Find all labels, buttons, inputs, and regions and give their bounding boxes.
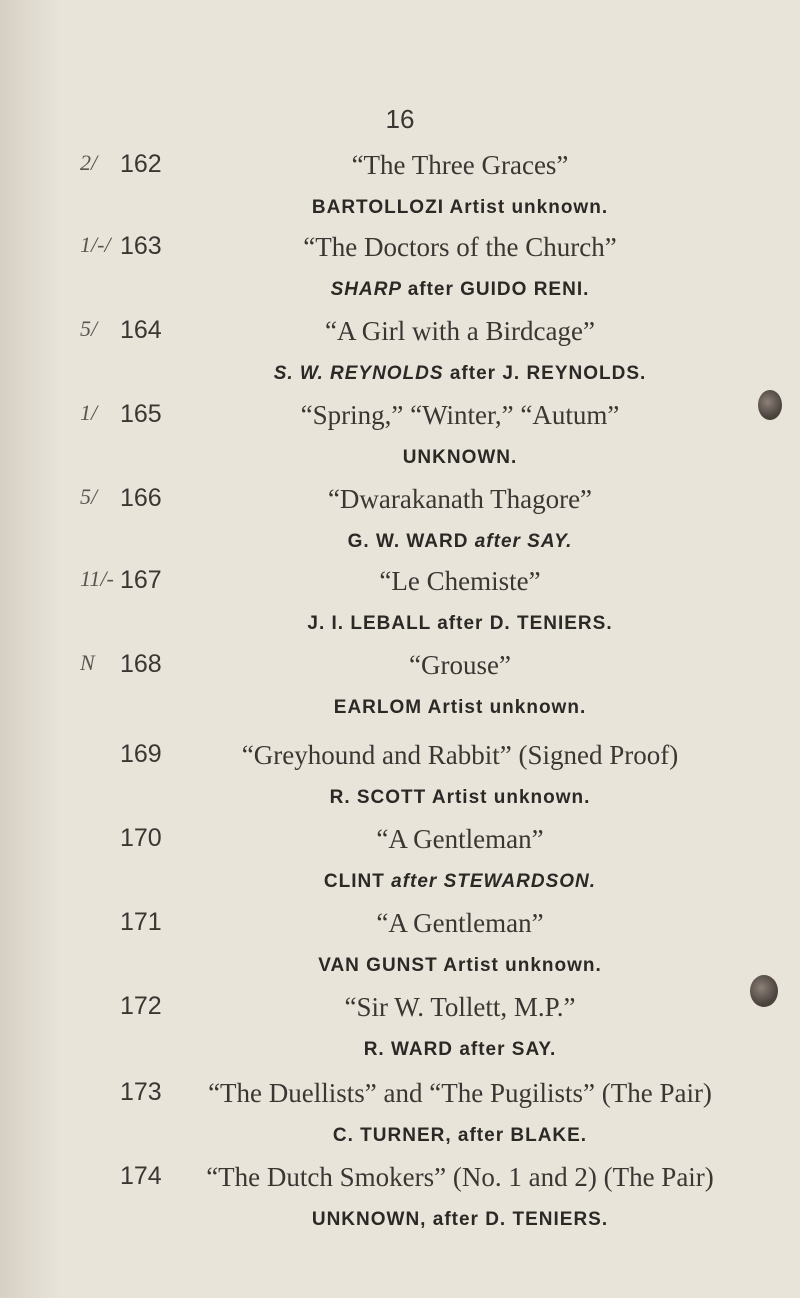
handwritten-margin-note: 1/-/ (80, 232, 111, 257)
lot-title: “A Gentleman” (376, 908, 544, 938)
attribution-part: after SAY. (459, 1039, 557, 1060)
attribution-part: R. WARD (363, 1039, 460, 1060)
attribution-part: Artist unknown. (427, 697, 587, 718)
foxing-spot (758, 390, 782, 420)
attribution-part: after J. REYNOLDS. (449, 363, 647, 384)
lot-title: “Le Chemiste” (379, 566, 541, 596)
handwritten-margin-note: 2/ (80, 150, 98, 175)
attribution-part: Artist unknown. (431, 787, 591, 808)
lot-number: 172 (120, 992, 162, 1020)
attribution-part: S. W. REYNOLDS (273, 363, 450, 384)
attribution-part: SHARP (330, 279, 408, 300)
lot-title: “A Girl with a Birdcage” (325, 316, 595, 346)
attribution-part: C. TURNER, (332, 1125, 458, 1146)
lot-number: 166 (120, 484, 162, 512)
handwritten-margin-note: N (80, 650, 95, 675)
attribution-part: after BLAKE. (457, 1125, 588, 1146)
attribution-part: after D. TENIERS. (432, 1209, 609, 1230)
lot-attribution (180, 447, 740, 469)
attribution-part: CLINT (323, 871, 392, 892)
attribution-part: UNKNOWN. (402, 447, 518, 468)
lot-number: 173 (120, 1078, 162, 1106)
lot-title: “The Doctors of the Church” (303, 232, 617, 262)
handwritten-margin-note: 5/ (80, 484, 98, 509)
lot-attribution (180, 613, 740, 635)
handwritten-margin-note: 11/- (80, 566, 114, 591)
attribution-part: Artist unknown. (449, 197, 609, 218)
foxing-spot (750, 975, 778, 1007)
attribution-part: UNKNOWN, (311, 1209, 433, 1230)
lot-title: “Greyhound and Rabbit” (Signed Proof) (241, 740, 679, 770)
lot-attribution (180, 1125, 740, 1147)
lot-attribution (180, 697, 740, 719)
attribution-part: after SAY. (474, 531, 573, 552)
attribution-part: J. I. LEBALL (307, 613, 438, 634)
lot-attribution (180, 1209, 740, 1231)
lot-number: 167 (120, 566, 162, 594)
lot-title: “The Three Graces” (351, 150, 569, 180)
lot-number: 165 (120, 400, 162, 428)
lot-attribution (180, 787, 740, 809)
lot-number: 171 (120, 908, 162, 936)
lot-number: 169 (120, 740, 162, 768)
lot-title: “A Gentleman” (376, 824, 544, 854)
lot-attribution (180, 871, 740, 893)
attribution-part: R. SCOTT (329, 787, 432, 808)
lot-attribution (180, 531, 740, 553)
attribution-part: after STEWARDSON. (391, 871, 597, 892)
attribution-part: BARTOLLOZI (311, 197, 450, 218)
lot-attribution (180, 1039, 740, 1061)
lot-title: “Dwarakanath Thagore” (327, 484, 593, 514)
catalogue-entry (0, 1162, 800, 1272)
attribution-part: after D. TENIERS. (437, 613, 613, 634)
lot-attribution (180, 363, 740, 385)
lot-number: 164 (120, 316, 162, 344)
page-number: 16 (385, 104, 415, 134)
handwritten-margin-note: 5/ (80, 316, 98, 341)
handwritten-margin-note: 1/ (80, 400, 98, 425)
attribution-part: after GUIDO RENI. (407, 279, 590, 300)
lot-title: “The Duellists” and “The Pugilists” (The Pair) (208, 1078, 712, 1108)
attribution-part: VAN GUNST (318, 955, 444, 976)
lot-attribution (180, 955, 740, 977)
lot-number: 170 (120, 824, 162, 852)
lot-attribution (180, 197, 740, 219)
lot-title: “The Dutch Smokers” (No. 1 and 2) (The Pair) (206, 1162, 714, 1192)
lot-number: 174 (120, 1162, 162, 1190)
attribution-part: Artist unknown. (443, 955, 602, 976)
lot-number: 162 (120, 150, 162, 178)
attribution-part: EARLOM (333, 697, 428, 718)
attribution-part: G. W. WARD (347, 531, 475, 552)
lot-attribution (180, 279, 740, 301)
lot-title: “Grouse” (409, 650, 511, 680)
lot-title: “Spring,” “Winter,” “Autum” (300, 400, 620, 430)
lot-number: 163 (120, 232, 162, 260)
lot-number: 168 (120, 650, 162, 678)
lot-title: “Sir W. Tollett, M.P.” (344, 992, 576, 1022)
